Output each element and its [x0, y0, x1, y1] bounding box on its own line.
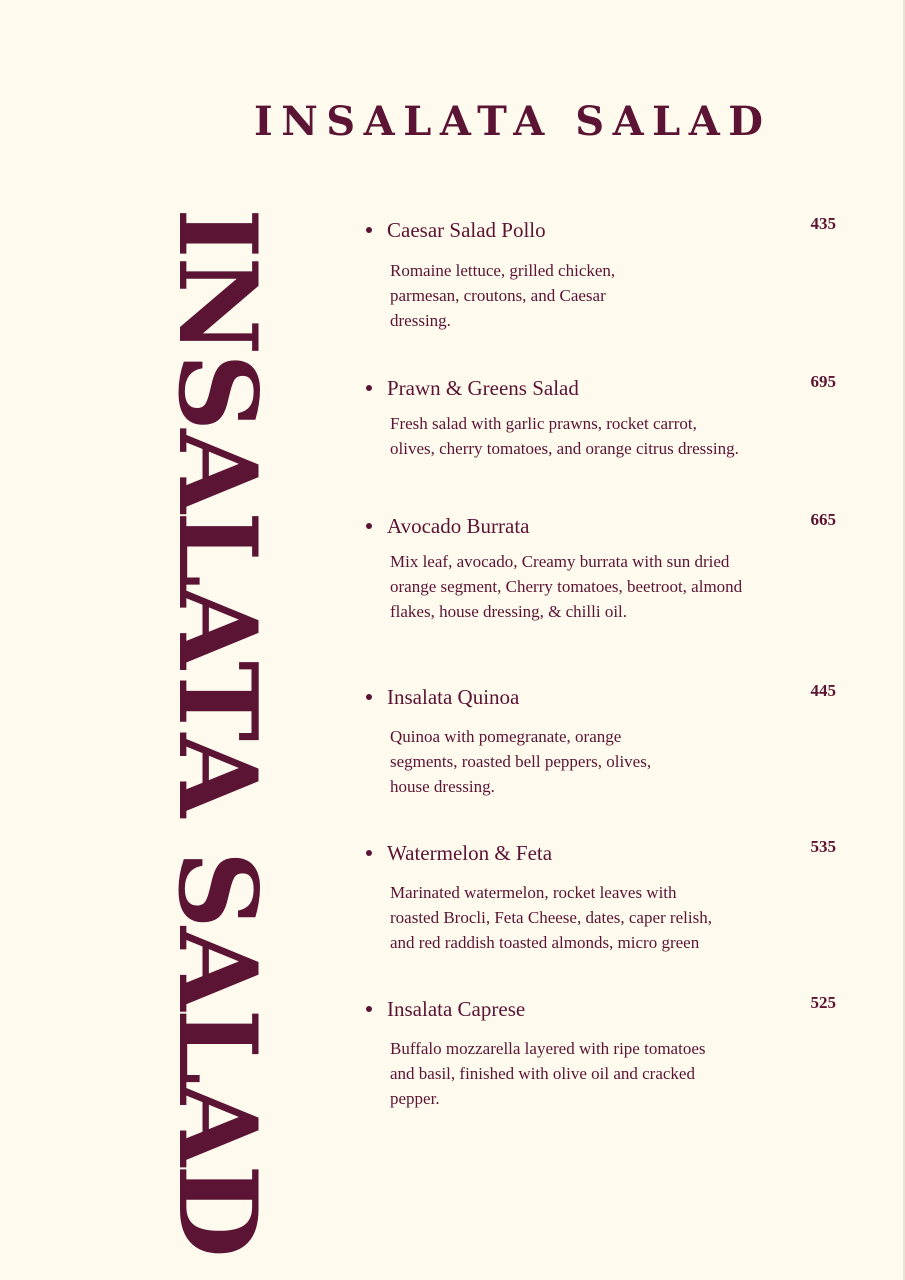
item-price: 665 — [810, 510, 836, 529]
vertical-title: INSALATA SALAD — [154, 208, 280, 1256]
item-description: Buffalo mozzarella layered with ripe tomatoes and basil, finished with olive oil and cracked pepper. — [390, 1039, 706, 1108]
item-header — [366, 215, 836, 245]
bullet-icon — [366, 523, 372, 529]
menu-item-insalata-caprese — [366, 994, 836, 1111]
item-name: Prawn & Greens Salad — [387, 376, 579, 400]
bullet-icon — [366, 1006, 372, 1012]
item-description: Marinated watermelon, rocket leaves with roasted Brocli, Feta Cheese, dates, caper relish, and red raddish toasted almonds, micro green — [390, 883, 712, 952]
bullet-icon — [366, 850, 372, 856]
item-price: 445 — [810, 681, 836, 700]
item-header — [366, 682, 836, 712]
item-header — [366, 373, 836, 403]
item-description: Mix leaf, avocado, Creamy burrata with sun dried orange segment, Cherry tomatoes, beetroot, almond flakes, house dressing, & chilli oil. — [390, 552, 743, 621]
item-header — [366, 994, 836, 1024]
page-title: INSALATA SALAD — [254, 98, 772, 145]
item-header — [366, 511, 836, 541]
item-price: 535 — [810, 837, 836, 856]
menu-item-caesar-salad-pollo — [366, 215, 836, 333]
bullet-icon — [366, 385, 372, 391]
item-header — [366, 838, 836, 868]
item-name: Caesar Salad Pollo — [387, 218, 546, 242]
menu-item-watermelon-feta — [366, 838, 836, 955]
menu-item-insalata-quinoa — [366, 682, 836, 799]
item-name: Watermelon & Feta — [387, 841, 553, 865]
item-price: 695 — [810, 372, 836, 391]
menu-item-prawn-greens-salad — [366, 373, 836, 461]
item-price: 525 — [810, 993, 836, 1012]
bullet-icon — [366, 694, 372, 700]
menu-item-avocado-burrata — [366, 511, 836, 624]
bullet-icon — [366, 227, 372, 233]
item-name: Insalata Caprese — [387, 997, 526, 1021]
item-name: Avocado Burrata — [387, 514, 530, 538]
item-description: Romaine lettuce, grilled chicken, parmesan, croutons, and Caesar dressing. — [390, 261, 616, 330]
item-description: Fresh salad with garlic prawns, rocket carrot, olives, cherry tomatoes, and orange citrus dressing. — [390, 414, 739, 458]
item-name: Insalata Quinoa — [387, 685, 520, 709]
item-price: 435 — [810, 214, 836, 233]
item-description: Quinoa with pomegranate, orange segments, roasted bell peppers, olives, house dressing. — [390, 727, 652, 796]
